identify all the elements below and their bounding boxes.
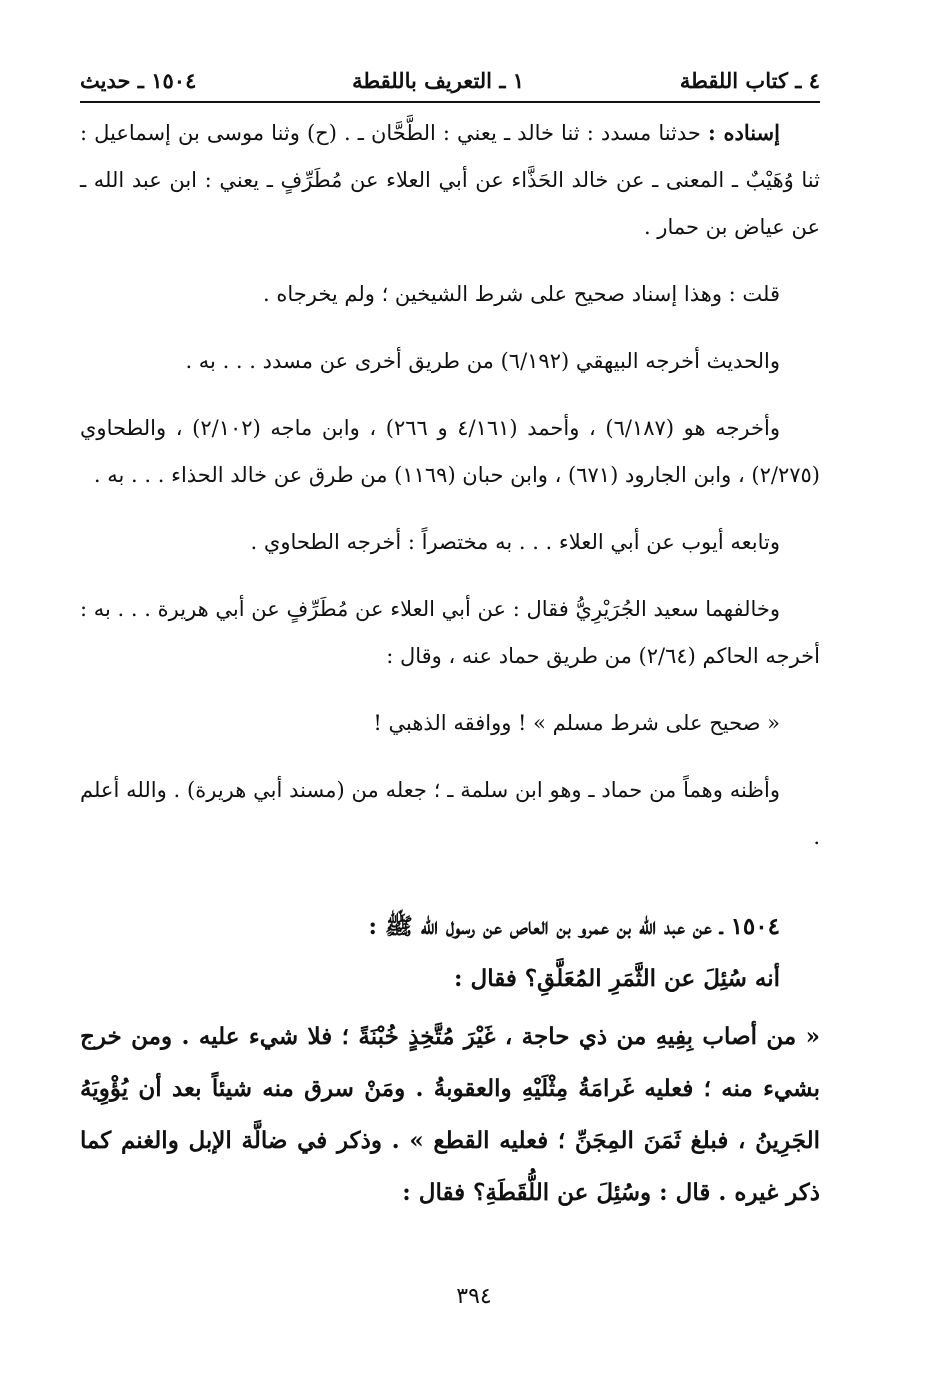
paragraph-verdict: قلت : وهذا إسناد صحيح على شرط الشيخين ؛ ولم يخرجاه . xyxy=(263,282,780,306)
header-chapter: ٤ ـ كتاب اللقطة xyxy=(679,68,820,93)
paragraph-sources: وأخرجه هو (٦/١٨٧) ، وأحمد (٤/١٦١ و ٢٦٦) ، وابن ماجه (٢/١٠٢) ، والطحاوي (٢/٢٧٥) ، وابن الجارود (٦٧١) ، وابن حبان (١١٦٩) من طرق عن خالد الحذاء . . . به . xyxy=(80,416,820,487)
paragraph-jurayri: وخالفهما سعيد الجُرَيْرِيُّ فقال : عن أبي العلاء عن مُطَرِّفٍ عن أبي هريرة . . . به : أخرجه الحاكم (٢/٦٤) من طريق حماد عنه ، وقال : xyxy=(80,597,820,668)
paragraph-conclusion: وأظنه وهماً من حماد ـ وهو ابن سلمة ـ ؛ جعله من (مسند أبي هريرة) . والله أعلم . xyxy=(80,778,820,849)
header-hadith-number: ١٥٠٤ ـ حديث xyxy=(80,68,197,93)
isnad-label: إسناده : xyxy=(708,120,780,145)
hadith-number: ١٥٠٤ ـ xyxy=(719,913,780,940)
hadith-heading xyxy=(80,901,820,953)
hadith-intro: عن عبد الله بن عمرو بن العاص عن رسول الله ﷺ : xyxy=(368,913,712,940)
paragraph-bayhaqi: والحديث أخرجه البيهقي (٦/١٩٢) من طريق أخرى عن مسدد . . . به . xyxy=(185,349,780,373)
isnad-paragraph xyxy=(80,109,820,251)
running-header xyxy=(80,68,820,99)
hadith-question: أنه سُئِلَ عن الثَّمَرِ المُعَلَّقِ؟ فقال : xyxy=(454,965,780,992)
header-rule xyxy=(80,101,820,103)
page-number: ٣٩٤ xyxy=(456,1284,492,1309)
paragraph-ayyub: وتابعه أيوب عن أبي العلاء . . . به مختصراً : أخرجه الطحاوي . xyxy=(250,530,780,554)
book-page xyxy=(80,68,820,1219)
header-section: ١ ـ التعريف باللقطة xyxy=(352,68,525,93)
paragraph-hakim-quote: « صحيح على شرط مسلم » ! ووافقه الذهبي ! xyxy=(373,711,780,735)
isnad-text: حدثنا مسدد : ثنا خالد ـ يعني : الطَّحَّان ـ . (ح) وثنا موسى بن إسماعيل : ثنا وُهَيْبٌ ـ المعنى ـ عن خالد الحَذَّاء عن أبي العلاء عن مُطَرِّفٍ ـ يعني : ابن عبد الله ـ عن عياض بن حمار . xyxy=(80,121,820,239)
hadith-text: « من أصاب بِفِيهِ من ذي حاجة ، غَيْرَ مُتَّخِذٍ خُبْنَةً ؛ فلا شيء عليه . ومن خرج بشيء منه ؛ فعليه غَرامَةُ مِثْلَيْهِ والعقوبةُ . ومَنْ سرق منه شيئاً بعد أن يُؤْوِيَهُ الجَرِينُ ، فبلغ ثَمَنَ المِجَنِّ ؛ فعليه القطع » . وذكر في ضالَّة الإبل والغنم كما ذكر غيره . قال : وسُئِلَ عن اللُّقَطَةِ؟ فقال : xyxy=(80,1023,820,1206)
